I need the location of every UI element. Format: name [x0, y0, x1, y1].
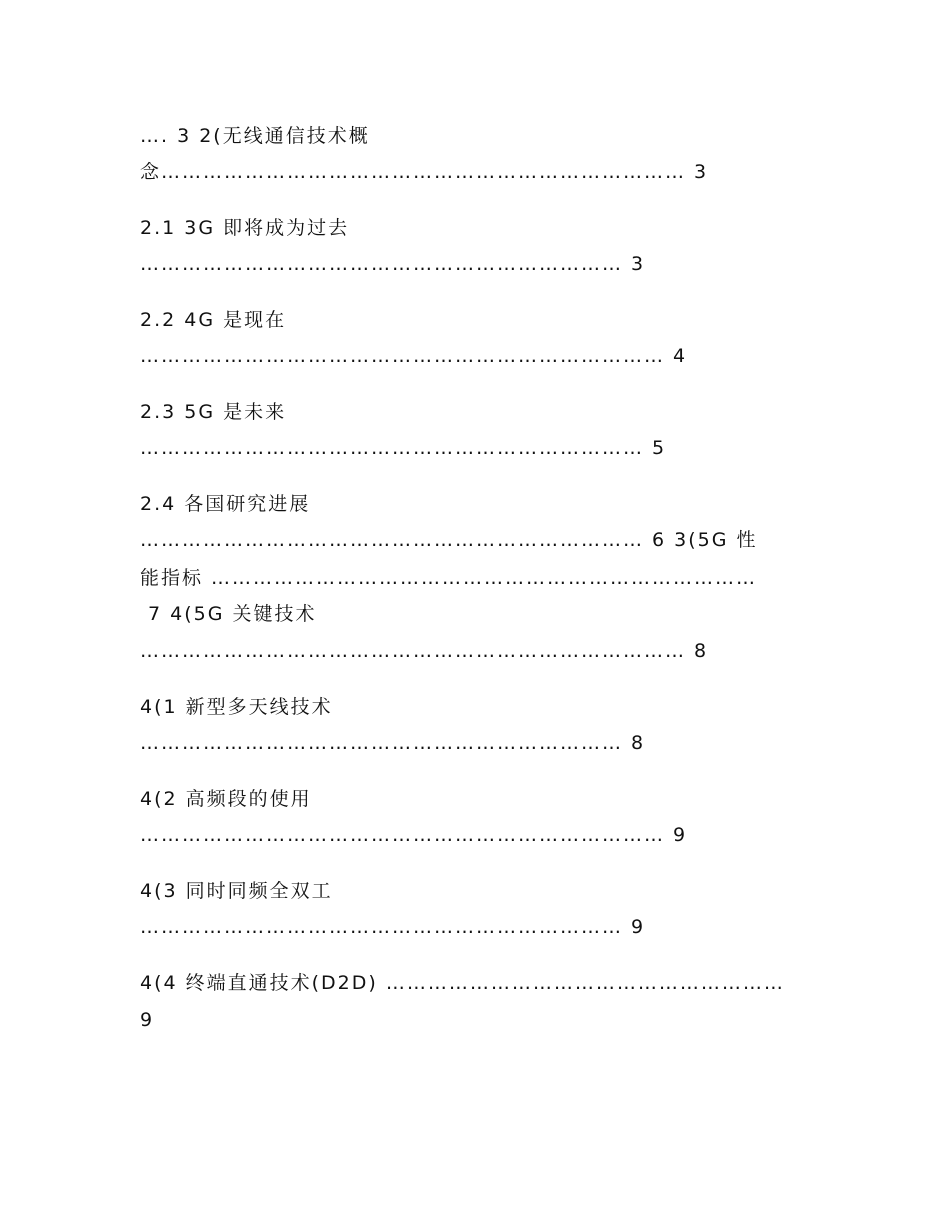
toc-line: ……………………………………………………………… 5 [140, 437, 667, 459]
toc-line: 能指标 …………………………………………………………………… [140, 567, 758, 589]
toc-line: …………………………………………………………… 8 [140, 732, 646, 754]
toc-line: 念………………………………………………………………… 3 [140, 161, 709, 183]
toc-line: ………………………………………………………………… 9 [140, 824, 688, 846]
toc-line: ……………………………………………………………… 6 3(5G 性 [140, 529, 758, 551]
toc-line: 4(2 高频段的使用 [140, 788, 312, 810]
toc-line: ………………………………………………………………… 4 [140, 345, 688, 367]
toc-line: 2.4 各国研究进展 [140, 493, 311, 515]
toc-line: 4(3 同时同频全双工 [140, 880, 333, 902]
toc-line: 4(1 新型多天线技术 [140, 696, 333, 718]
toc-line: 2.3 5G 是未来 [140, 401, 287, 423]
toc-line: 2.1 3G 即将成为过去 [140, 217, 350, 239]
toc-line: 2.2 4G 是现在 [140, 309, 287, 331]
toc-line: …………………………………………………………… 3 [140, 253, 646, 275]
toc-line: …………………………………………………………………… 8 [140, 640, 709, 662]
toc-line: 4(4 终端直通技术(D2D) ………………………………………………… [140, 972, 785, 994]
toc-line: …. 3 2(无线通信技术概 [140, 125, 370, 147]
toc-line: 7 4(5G 关键技术 [140, 603, 317, 625]
toc-line: 9 [140, 1009, 155, 1031]
toc-line: …………………………………………………………… 9 [140, 916, 646, 938]
